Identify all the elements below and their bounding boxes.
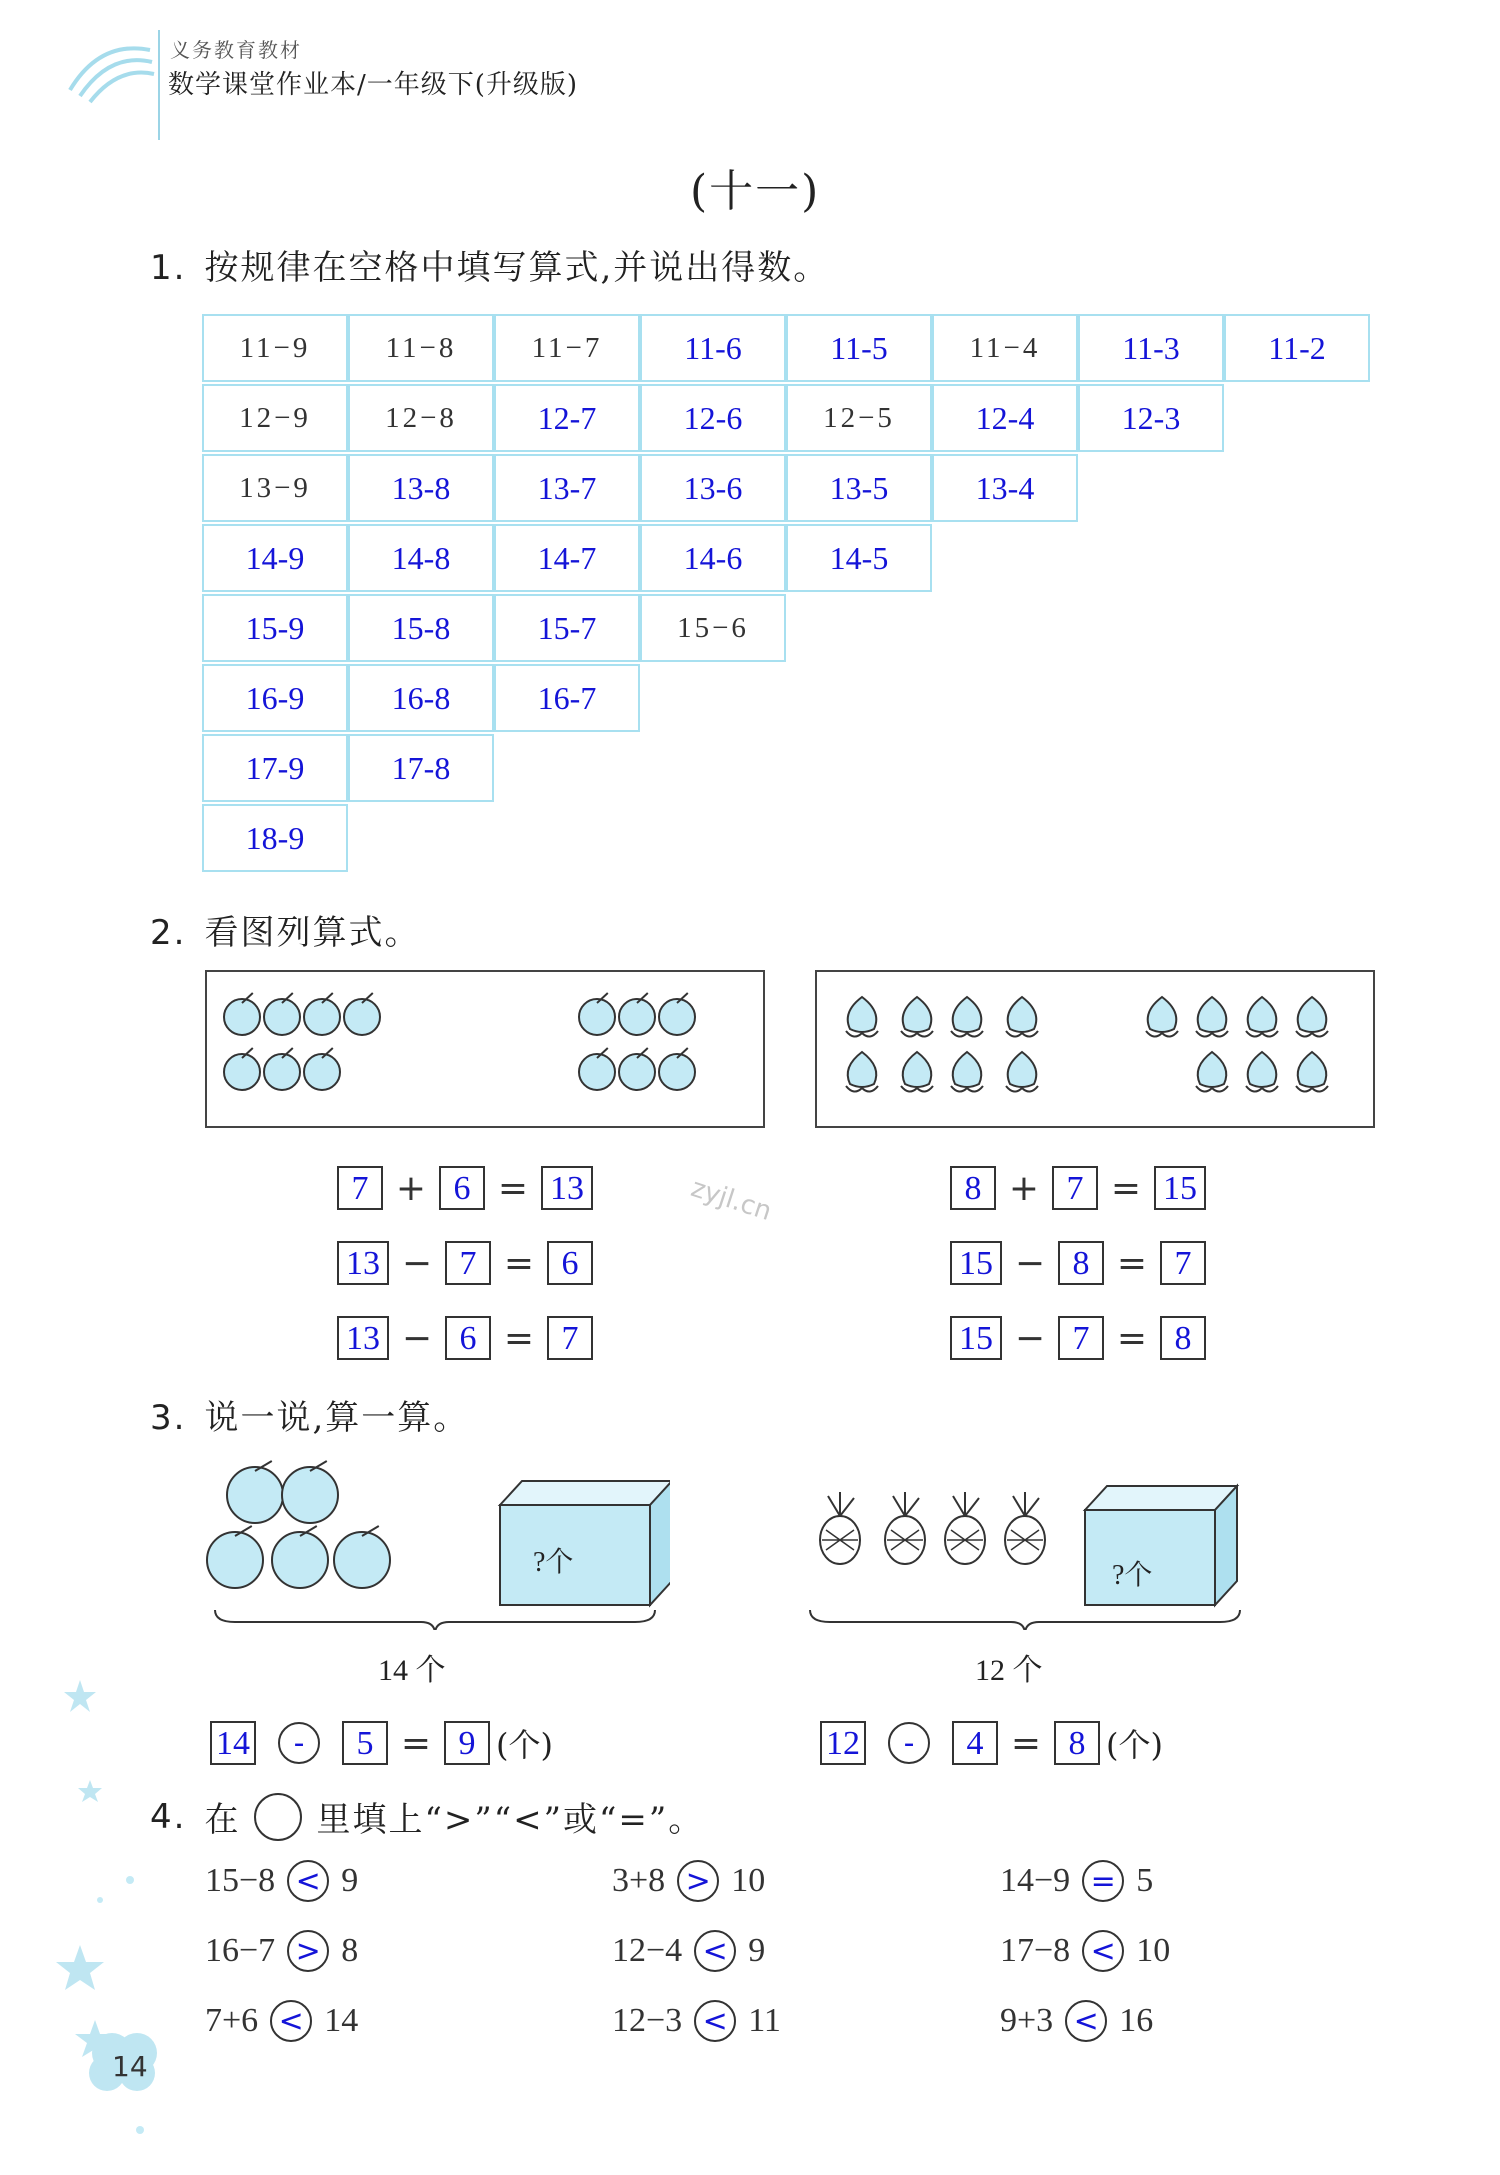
q4-right-value: 9 xyxy=(748,1932,766,1969)
q3-left-total: 14 个 xyxy=(378,1654,446,1687)
q1-cell[interactable]: 13-8 xyxy=(348,454,494,522)
q2-number: 2. xyxy=(150,913,187,953)
equals-sign: = xyxy=(1116,1242,1148,1284)
apple-icon xyxy=(579,993,615,1035)
q4-comparison-item xyxy=(1000,1930,1170,1972)
apple-icon xyxy=(619,1048,655,1090)
answer-box[interactable]: 15 xyxy=(1154,1166,1206,1210)
apples-illustration xyxy=(207,972,763,1126)
q1-cell[interactable]: 13-7 xyxy=(494,454,640,522)
pineapple-icon xyxy=(945,1492,985,1564)
q2-left-row xyxy=(337,1238,593,1288)
equals-sign: = xyxy=(503,1317,535,1359)
q4-comparison-item xyxy=(612,2000,781,2042)
peach-icon xyxy=(1146,997,1178,1037)
q2-heading xyxy=(150,905,420,954)
peach-icon xyxy=(1006,1052,1038,1092)
operator-sign: − xyxy=(401,1317,433,1359)
peach-icon xyxy=(901,1052,933,1092)
answer-box[interactable]: 7 xyxy=(1058,1316,1104,1360)
apple-icon xyxy=(282,1461,338,1523)
peach-icon xyxy=(951,1052,983,1092)
q3-left-op[interactable]: - xyxy=(278,1722,320,1764)
q1-cell[interactable]: 11-5 xyxy=(786,314,932,382)
q1-cell[interactable]: 15-9 xyxy=(202,594,348,662)
q1-cell[interactable]: 15-8 xyxy=(348,594,494,662)
apple-icon xyxy=(344,993,380,1035)
q1-cell[interactable]: 17-9 xyxy=(202,734,348,802)
q4-right-value: 9 xyxy=(341,1862,359,1899)
q3-right-box-label: ?个 xyxy=(1112,1560,1153,1591)
q3-right-a[interactable]: 12 xyxy=(820,1721,866,1765)
peach-icon xyxy=(901,997,933,1037)
answer-box[interactable]: 15 xyxy=(950,1241,1002,1285)
answer-box[interactable]: 6 xyxy=(439,1166,485,1210)
section-title: (十一) xyxy=(690,166,821,217)
pineapple-icon xyxy=(1005,1492,1045,1564)
q4-instruction-start: 在 xyxy=(204,1800,241,1840)
answer-box[interactable]: 7 xyxy=(445,1241,491,1285)
q1-cell[interactable]: 13-5 xyxy=(786,454,932,522)
q4-comparison-item xyxy=(612,1930,765,1972)
q1-instruction: 按规律在空格中填写算式,并说出得数。 xyxy=(204,248,830,288)
q4-right-value: 10 xyxy=(1136,1932,1171,1969)
q4-left-expr: 3+8 xyxy=(612,1862,666,1899)
q4-circle-icon xyxy=(254,1793,302,1841)
q3-right-eq: = xyxy=(1010,1722,1042,1764)
apple-icon xyxy=(224,1048,260,1090)
q2-left-row xyxy=(337,1313,593,1363)
apple-icon xyxy=(304,993,340,1035)
q4-left-expr: 15−8 xyxy=(205,1862,276,1899)
peach-icon xyxy=(1296,997,1328,1037)
answer-box[interactable]: 8 xyxy=(1058,1241,1104,1285)
apple-icon xyxy=(659,1048,695,1090)
q4-left-expr: 14−9 xyxy=(1000,1862,1071,1899)
q4-comparison-item xyxy=(1000,2000,1153,2042)
peach-icon xyxy=(1246,1052,1278,1092)
q1-cell[interactable]: 13-6 xyxy=(640,454,786,522)
q1-cell[interactable]: 16-9 xyxy=(202,664,348,732)
answer-box[interactable]: 7 xyxy=(1052,1166,1098,1210)
operator-sign: + xyxy=(1008,1167,1040,1209)
q4-left-expr: 7+6 xyxy=(205,2002,259,2039)
answer-box[interactable]: 8 xyxy=(950,1166,996,1210)
q3-left-equation xyxy=(210,1718,553,1768)
q1-cell: 15−6 xyxy=(640,594,786,662)
q1-cell[interactable]: 12-3 xyxy=(1078,384,1224,452)
peach-icon xyxy=(1296,1052,1328,1092)
header-series-label: 义务教育教材 xyxy=(170,38,302,62)
q4-answer-circle[interactable]: < xyxy=(270,2000,312,2042)
apple-icon xyxy=(334,1526,390,1588)
q3-instruction: 说一说,算一算。 xyxy=(204,1398,470,1438)
peach-icon xyxy=(1196,997,1228,1037)
mystery-box-icon xyxy=(500,1481,670,1605)
q4-right-value: 8 xyxy=(341,1932,359,1969)
answer-box[interactable]: 6 xyxy=(547,1241,593,1285)
q2-right-row xyxy=(950,1238,1206,1288)
q1-cell[interactable]: 17-8 xyxy=(348,734,494,802)
apple-icon xyxy=(264,1048,300,1090)
q2-right-row xyxy=(950,1313,1206,1363)
q1-cell[interactable]: 16-7 xyxy=(494,664,640,732)
q4-answer-circle[interactable]: < xyxy=(287,1860,329,1902)
q2-instruction: 看图列算式。 xyxy=(204,913,421,953)
operator-sign: + xyxy=(395,1167,427,1209)
answer-box[interactable]: 8 xyxy=(1160,1316,1206,1360)
q3-right-b[interactable]: 4 xyxy=(952,1721,998,1765)
answer-box[interactable]: 15 xyxy=(950,1316,1002,1360)
q1-cell[interactable]: 12-6 xyxy=(640,384,786,452)
q1-cell[interactable]: 11-6 xyxy=(640,314,786,382)
answer-box[interactable]: 13 xyxy=(337,1241,389,1285)
q3-right-equation xyxy=(820,1718,1163,1768)
equals-sign: = xyxy=(497,1167,529,1209)
q4-answer-circle[interactable]: < xyxy=(1065,2000,1107,2042)
q1-cell[interactable]: 11-2 xyxy=(1224,314,1370,382)
header-swirl-decoration xyxy=(60,30,160,110)
q3-pineapples-and-box xyxy=(805,1470,1245,1630)
q1-cell: 12−5 xyxy=(786,384,932,452)
apple-icon xyxy=(272,1526,328,1588)
q1-cell: 13−9 xyxy=(202,454,348,522)
apple-icon xyxy=(207,1526,263,1588)
q2-right-row xyxy=(950,1163,1206,1213)
q4-answer-circle[interactable]: > xyxy=(287,1930,329,1972)
answer-box[interactable]: 7 xyxy=(547,1316,593,1360)
q1-cell[interactable]: 16-8 xyxy=(348,664,494,732)
q1-number: 1. xyxy=(150,248,187,288)
q4-left-expr: 16−7 xyxy=(205,1932,276,1969)
q3-left-result[interactable]: 9 xyxy=(444,1721,490,1765)
apple-icon xyxy=(619,993,655,1035)
operator-sign: − xyxy=(1014,1242,1046,1284)
q4-comparison-item xyxy=(1000,1860,1153,1902)
peach-icon xyxy=(1006,997,1038,1037)
q3-left-box-label: ?个 xyxy=(533,1547,574,1578)
peach-icon xyxy=(846,1052,878,1092)
q1-cell[interactable]: 12-4 xyxy=(932,384,1078,452)
q4-instruction-end: 里填上“>”“<”或“=”。 xyxy=(316,1800,705,1840)
peaches-illustration xyxy=(817,972,1373,1126)
q1-cell: 12−8 xyxy=(348,384,494,452)
q4-answer-circle[interactable]: > xyxy=(677,1860,719,1902)
answer-box[interactable]: 6 xyxy=(445,1316,491,1360)
q4-comparison-item xyxy=(205,1860,358,1902)
q2-left-row xyxy=(337,1163,593,1213)
apple-icon xyxy=(227,1461,283,1523)
q2-peaches-picture xyxy=(815,970,1375,1128)
q3-left-a[interactable]: 14 xyxy=(210,1721,256,1765)
q4-left-expr: 12−3 xyxy=(612,2002,683,2039)
q4-left-expr: 12−4 xyxy=(612,1932,683,1969)
q4-answer-circle[interactable]: < xyxy=(694,2000,736,2042)
q4-answer-circle[interactable]: < xyxy=(1082,1930,1124,1972)
q4-answer-circle[interactable]: < xyxy=(694,1930,736,1972)
q3-right-total: 12 个 xyxy=(975,1654,1043,1687)
q1-cell[interactable]: 12-7 xyxy=(494,384,640,452)
q4-comparison-item xyxy=(612,1860,765,1902)
answer-box[interactable]: 13 xyxy=(337,1316,389,1360)
q3-apples-and-box xyxy=(200,1450,670,1630)
q1-pattern-table xyxy=(202,314,1372,874)
peach-icon xyxy=(951,997,983,1037)
q3-right-op[interactable]: - xyxy=(888,1722,930,1764)
q4-left-expr: 17−8 xyxy=(1000,1932,1071,1969)
q4-right-value: 5 xyxy=(1136,1862,1154,1899)
q1-cell[interactable]: 14-9 xyxy=(202,524,348,592)
q3-left-b[interactable]: 5 xyxy=(342,1721,388,1765)
operator-sign: − xyxy=(401,1242,433,1284)
answer-box[interactable]: 7 xyxy=(337,1166,383,1210)
q1-cell[interactable]: 13-4 xyxy=(932,454,1078,522)
q3-right-unit: (个) xyxy=(1106,1726,1163,1764)
answer-box[interactable]: 7 xyxy=(1160,1241,1206,1285)
header-divider xyxy=(158,30,160,140)
equals-sign: = xyxy=(1110,1167,1142,1209)
header-book-title: 数学课堂作业本/一年级下(升级版) xyxy=(168,70,579,100)
q3-right-result[interactable]: 8 xyxy=(1054,1721,1100,1765)
page-number: 14 xyxy=(112,2050,148,2083)
q1-cell[interactable]: 14-7 xyxy=(494,524,640,592)
q1-cell: 11−4 xyxy=(932,314,1078,382)
q3-left-eq: = xyxy=(400,1722,432,1764)
q1-cell[interactable]: 15-7 xyxy=(494,594,640,662)
q1-cell: 11−7 xyxy=(494,314,640,382)
q1-cell: 11−8 xyxy=(348,314,494,382)
q2-apples-picture xyxy=(205,970,765,1128)
q1-cell[interactable]: 14-5 xyxy=(786,524,932,592)
q1-cell: 11−9 xyxy=(202,314,348,382)
q4-comparison-item xyxy=(205,2000,358,2042)
equals-sign: = xyxy=(1116,1317,1148,1359)
q1-heading xyxy=(150,240,829,289)
q1-cell[interactable]: 14-8 xyxy=(348,524,494,592)
pineapple-icon xyxy=(820,1492,860,1564)
peach-icon xyxy=(1246,997,1278,1037)
q4-right-value: 14 xyxy=(324,2002,359,2039)
watermark: zyjl.cn xyxy=(687,1172,776,1228)
q4-number: 4. xyxy=(150,1796,187,1837)
peach-icon xyxy=(1196,1052,1228,1092)
operator-sign: − xyxy=(1014,1317,1046,1359)
q4-comparison-item xyxy=(205,1930,358,1972)
total-brace xyxy=(215,1610,655,1630)
q1-cell[interactable]: 18-9 xyxy=(202,804,348,872)
equals-sign: = xyxy=(503,1242,535,1284)
total-brace xyxy=(810,1610,1240,1630)
q4-left-expr: 9+3 xyxy=(1000,2002,1054,2039)
apple-icon xyxy=(224,993,260,1035)
pineapple-icon xyxy=(885,1492,925,1564)
q3-number: 3. xyxy=(150,1398,187,1438)
q1-cell: 12−9 xyxy=(202,384,348,452)
q1-cell[interactable]: 14-6 xyxy=(640,524,786,592)
q1-cell[interactable]: 11-3 xyxy=(1078,314,1224,382)
apple-icon xyxy=(659,993,695,1035)
apple-icon xyxy=(579,1048,615,1090)
q4-heading xyxy=(150,1792,704,1841)
answer-box[interactable]: 13 xyxy=(541,1166,593,1210)
mystery-box-icon xyxy=(1085,1486,1237,1605)
q4-right-value: 10 xyxy=(731,1862,766,1899)
q3-left-unit: (个) xyxy=(496,1726,553,1764)
q3-heading xyxy=(150,1390,469,1439)
q4-right-value: 16 xyxy=(1119,2002,1154,2039)
peach-icon xyxy=(846,997,878,1037)
apple-icon xyxy=(264,993,300,1035)
q4-answer-circle[interactable]: = xyxy=(1082,1860,1124,1902)
apple-icon xyxy=(304,1048,340,1090)
q4-right-value: 11 xyxy=(748,2002,781,2039)
